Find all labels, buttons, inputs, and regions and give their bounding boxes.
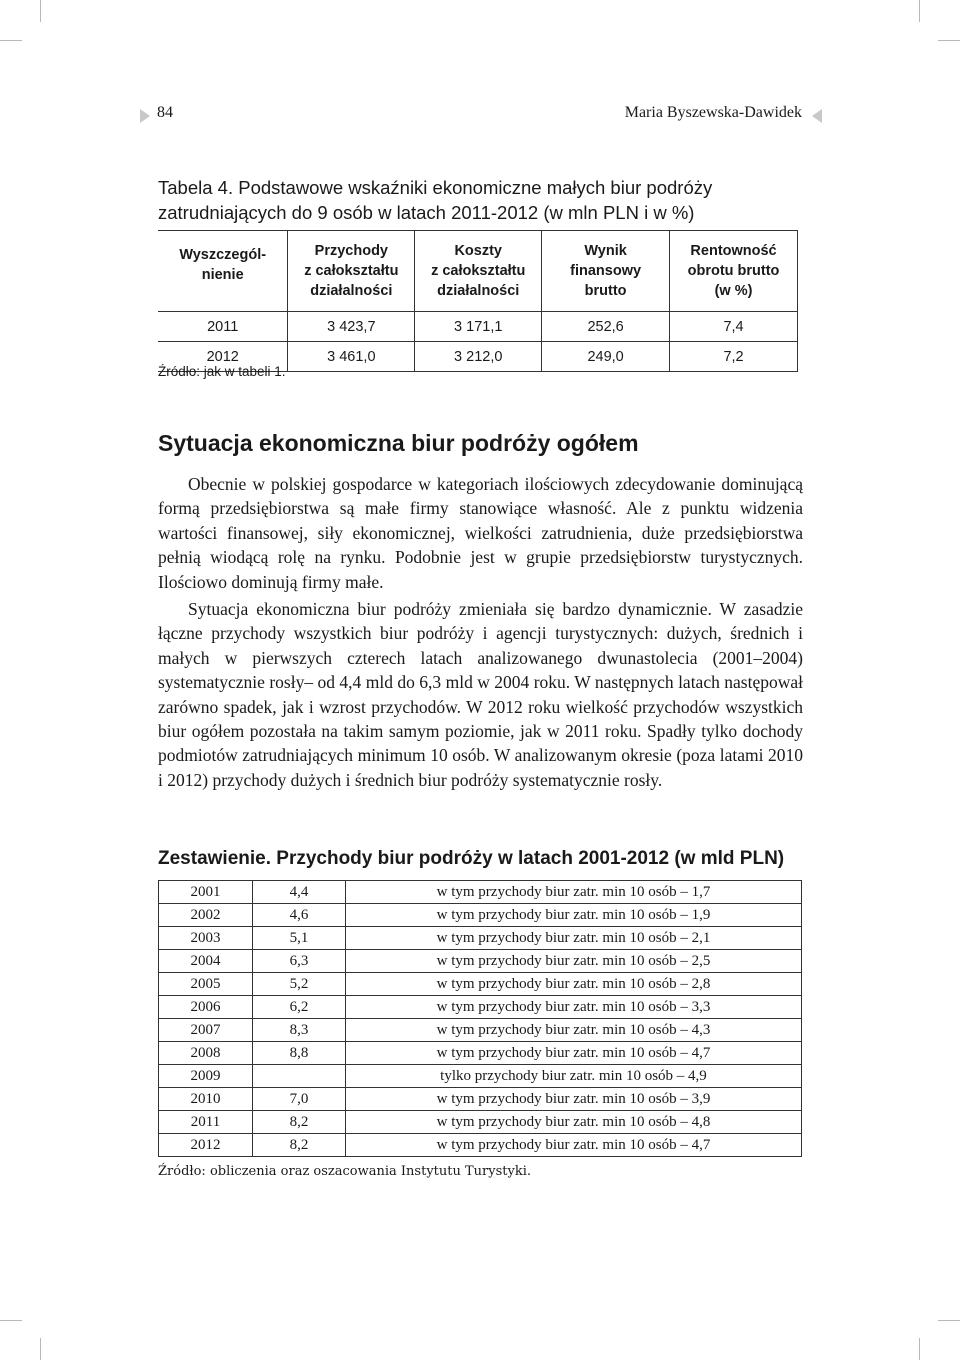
table-cell: w tym przychody biur zatr. min 10 osób – 4,7	[346, 1134, 802, 1157]
table-row	[159, 950, 802, 973]
table-cell: 3 461,0	[288, 342, 415, 372]
table-cell: 2001	[159, 881, 253, 904]
table4	[158, 230, 798, 372]
zestawienie-title: Zestawienie. Przychody biur podróży w latach 2001-2012 (w mld PLN)	[158, 848, 785, 869]
table-cell: w tym przychody biur zatr. min 10 osób – 1,9	[346, 904, 802, 927]
crop-mark	[40, 0, 41, 22]
table-cell: w tym przychody biur zatr. min 10 osób – 2,8	[346, 973, 802, 996]
table-cell: 2006	[159, 996, 253, 1019]
table-row	[159, 927, 802, 950]
crop-mark	[919, 1338, 920, 1360]
zestawienie-table	[158, 880, 802, 1157]
table-cell: w tym przychody biur zatr. min 10 osób – 4,3	[346, 1019, 802, 1042]
crop-mark	[938, 1320, 960, 1321]
table-cell	[253, 1065, 346, 1088]
table-row	[159, 1019, 802, 1042]
table-cell: 8,2	[253, 1134, 346, 1157]
page-number: 84	[157, 104, 173, 121]
table-cell: 3 212,0	[415, 342, 542, 372]
table-cell: 5,2	[253, 973, 346, 996]
table-cell: w tym przychody biur zatr. min 10 osób – 4,7	[346, 1042, 802, 1065]
table-cell: 7,0	[253, 1088, 346, 1111]
table-cell: 2004	[159, 950, 253, 973]
table-cell: 5,1	[253, 927, 346, 950]
table-cell: 4,6	[253, 904, 346, 927]
table-row	[159, 1134, 802, 1157]
table-cell: 2010	[159, 1088, 253, 1111]
table-cell: 8,8	[253, 1042, 346, 1065]
table-cell: 7,4	[670, 312, 798, 342]
table4-header-row	[158, 231, 798, 312]
table-row	[159, 1065, 802, 1088]
table-row	[159, 973, 802, 996]
table4-header-cell: Wyszczegól- nienie	[158, 231, 288, 312]
table-cell: 4,4	[253, 881, 346, 904]
table-cell: 2012	[158, 342, 288, 372]
table-cell: 2011	[158, 312, 288, 342]
table4-source: Źródło: jak w tabeli 1.	[158, 364, 286, 379]
table-cell: 2002	[159, 904, 253, 927]
crop-mark	[919, 0, 920, 22]
table-cell: 3 171,1	[415, 312, 542, 342]
table-cell: 2005	[159, 973, 253, 996]
table-cell: tylko przychody biur zatr. min 10 osób – 4,9	[346, 1065, 802, 1088]
table-cell: w tym przychody biur zatr. min 10 osób – 3,9	[346, 1088, 802, 1111]
crop-mark	[40, 1338, 41, 1360]
table-cell: 252,6	[542, 312, 670, 342]
table-row	[159, 1111, 802, 1134]
running-header	[140, 104, 822, 130]
table-cell: 2012	[159, 1134, 253, 1157]
paragraph: Sytuacja ekonomiczna biur podróży zmieniała się bardzo dynamicznie. W zasadzie łączne przychody wszystkich biur podróży i agencji turystycznych: dużych, średnich i małych w pierwszych czterech latach analizowanego dwunastolecia (2001–2004) systematycznie rosły– od 4,4 mld do 6,3 mld w 2004 roku. W następnych latach następował zarówno spadek, jak i wzrost przychodów. W 2012 roku wielkość przychodów wszystkich biur ogółem pozostała na takim samym poziomie, jak w 2011 roku. Spadły tylko dochody podmiotów zatrudniających minimum 10 osób. W analizowanym okresie (poza latami 2010 i 2012) przychody dużych i średnich biur podróży systematycznie rosły.	[158, 599, 803, 790]
crop-mark	[0, 40, 22, 41]
table-cell: 7,2	[670, 342, 798, 372]
table-cell: 249,0	[542, 342, 670, 372]
table-cell: 2011	[159, 1111, 253, 1134]
zestawienie-source: Źródło: obliczenia oraz oszacowania Instytutu Turystyki.	[158, 1164, 532, 1179]
table-cell: 6,2	[253, 996, 346, 1019]
table4-header-cell: Wynik finansowy brutto	[542, 231, 670, 312]
table-cell: w tym przychody biur zatr. min 10 osób – 2,5	[346, 950, 802, 973]
table-cell: 8,3	[253, 1019, 346, 1042]
section-heading: Sytuacja ekonomiczna biur podróży ogółem	[158, 430, 639, 456]
table-row	[159, 1042, 802, 1065]
table4-header-cell: Koszty z całokształtu działalności	[415, 231, 542, 312]
table-cell: 8,2	[253, 1111, 346, 1134]
table-cell: 3 423,7	[288, 312, 415, 342]
table-cell: w tym przychody biur zatr. min 10 osób – 4,8	[346, 1111, 802, 1134]
crop-mark	[938, 40, 960, 41]
table4-title: Tabela 4. Podstawowe wskaźniki ekonomiczne małych biur podróży zatrudniających do 9 osób w latach 2011-2012 (w mln PLN i w %)	[158, 177, 713, 223]
section-body	[158, 472, 803, 795]
table-row	[159, 1088, 802, 1111]
table-cell: w tym przychody biur zatr. min 10 osób – 3,3	[346, 996, 802, 1019]
table-cell: 2009	[159, 1065, 253, 1088]
table-cell: 2007	[159, 1019, 253, 1042]
table-row	[159, 996, 802, 1019]
author-name: Maria Byszewska-Dawidek	[624, 104, 802, 121]
table4-header-cell: Rentowność obrotu brutto (w %)	[670, 231, 798, 312]
table-cell: w tym przychody biur zatr. min 10 osób – 1,7	[346, 881, 802, 904]
table-cell: 2008	[159, 1042, 253, 1065]
table-cell: w tym przychody biur zatr. min 10 osób – 2,1	[346, 927, 802, 950]
table4-header-cell: Przychody z całokształtu działalności	[288, 231, 415, 312]
table-row	[159, 904, 802, 927]
triangle-right-icon	[140, 109, 150, 123]
table-row	[158, 312, 798, 342]
triangle-left-icon	[812, 109, 822, 123]
crop-mark	[0, 1320, 22, 1321]
table-row	[159, 881, 802, 904]
paragraph: Obecnie w polskiej gospodarce w kategoriach ilościowych zdecydowanie dominującą formą przedsiębiorstwa są małe firmy stanowiące własność. Ale z punktu widzenia wartości finansowej, siły ekonomicznej, wielkości zatrudnienia, duże przedsiębiorstwa pełnią wiodącą rolę na rynku. Podobnie jest w grupie przedsiębiorstw turystycznych. Ilościowo dominują firmy małe.	[158, 474, 803, 592]
table-cell: 2003	[159, 927, 253, 950]
table-cell: 6,3	[253, 950, 346, 973]
